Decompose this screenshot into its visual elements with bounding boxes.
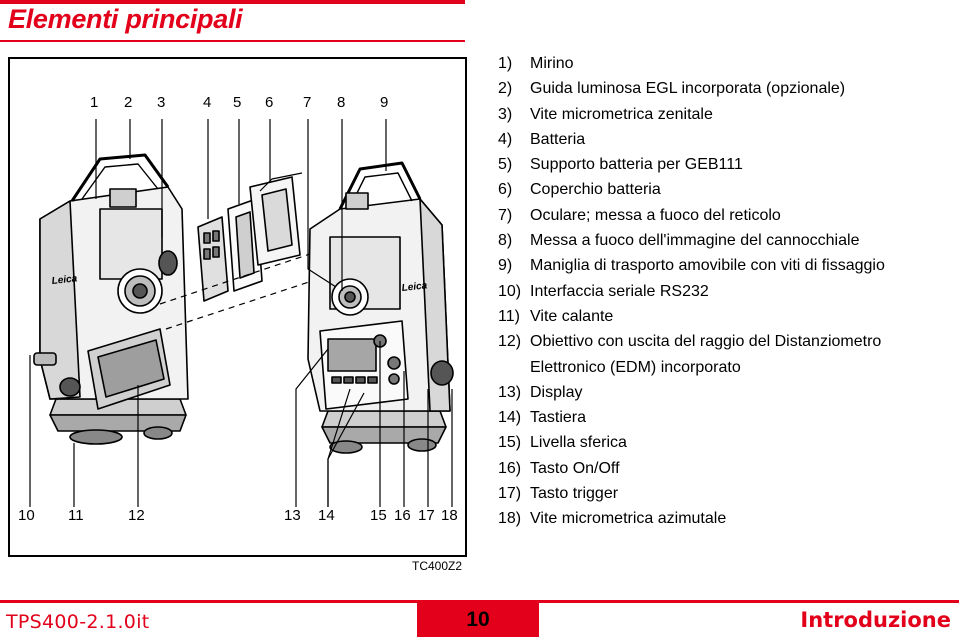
legend-item [498, 228, 953, 253]
battery-exploded-view [198, 173, 302, 301]
legend-number: 1) [498, 55, 513, 72]
legend-item [498, 380, 953, 405]
legend-number: 4) [498, 130, 513, 148]
legend-item [498, 304, 953, 329]
legend-text: Batteria [530, 130, 586, 148]
legend-item [498, 102, 953, 127]
legend-text: Maniglia di trasporto amovibile con viti di fissaggio [530, 257, 885, 275]
legend-text: Livella sferica [530, 434, 627, 452]
legend-item [498, 456, 953, 481]
parts-legend [498, 51, 953, 532]
legend-item [498, 430, 953, 455]
callout-5: 5 [233, 94, 242, 111]
callout-13: 13 [284, 507, 301, 524]
legend-item [498, 51, 953, 76]
legend-item [498, 405, 953, 430]
document-code: TPS400-2.1.0it [6, 611, 150, 633]
brand-mark-left: Leica [51, 273, 78, 287]
legend-number: 14) [498, 409, 522, 427]
callout-6: 6 [265, 94, 274, 111]
page-title: Elementi principali [8, 4, 243, 34]
callout-15: 15 [370, 507, 387, 524]
brand-mark-right: Leica [401, 280, 428, 294]
legend-text: Messa a fuoco dell'immagine del cannocchiale [530, 232, 860, 250]
legend-text: Coperchio batteria [530, 181, 661, 199]
legend-number: 16) [498, 459, 522, 477]
callout-9: 9 [380, 94, 389, 111]
callout-3: 3 [157, 94, 166, 111]
instrument-figure [8, 57, 467, 557]
legend-item [498, 76, 953, 101]
legend-number: 18) [498, 510, 522, 528]
section-name: Introduzione [800, 608, 951, 632]
legend-text: Oculare; messa a fuoco del reticolo [530, 206, 781, 224]
legend-item [498, 177, 953, 202]
callout-10: 10 [18, 507, 35, 524]
callout-17: 17 [418, 507, 435, 524]
legend-number: 9) [498, 257, 513, 275]
legend-number: 7) [498, 206, 513, 224]
legend-number: 11) [498, 307, 520, 325]
legend-item [498, 253, 953, 278]
callout-8: 8 [337, 94, 346, 111]
callout-16: 16 [394, 507, 411, 524]
legend-number: 13) [498, 383, 522, 401]
callout-1: 1 [90, 94, 99, 111]
legend-item [498, 481, 953, 506]
legend-number: 8) [498, 232, 513, 250]
legend-text: Obiettivo con uscita del raggio del Distanziometro Elettronico (EDM) incorporato [530, 333, 882, 376]
legend-item [498, 203, 953, 228]
callout-4: 4 [203, 94, 212, 111]
legend-text: Display [530, 383, 583, 401]
legend-text: Interfaccia seriale RS232 [530, 282, 709, 300]
legend-item [498, 279, 953, 304]
legend-number: 6) [498, 181, 513, 199]
legend-item [498, 152, 953, 177]
legend-item [498, 127, 953, 152]
legend-text: Mirino [530, 55, 574, 72]
callout-7: 7 [303, 94, 312, 111]
legend-text: Tasto On/Off [530, 459, 620, 477]
legend-text: Supporto batteria per GEB111 [530, 156, 743, 174]
legend-text: Vite calante [530, 307, 614, 325]
legend-text: Vite micrometrica azimutale [530, 510, 727, 528]
legend-number: 12) [498, 333, 522, 351]
legend-number: 15) [498, 434, 522, 452]
legend-text: Guida luminosa EGL incorporata (opzionale) [530, 80, 846, 98]
callout-12: 12 [128, 507, 145, 524]
total-station-drawing [10, 59, 469, 559]
legend-number: 5) [498, 156, 513, 174]
page-number: 10 [417, 603, 539, 637]
legend-number: 2) [498, 80, 513, 98]
header-rule-bottom [0, 40, 465, 42]
callout-14: 14 [318, 507, 335, 524]
legend-item [498, 506, 953, 531]
callout-18: 18 [441, 507, 458, 524]
instrument-front-view [34, 155, 188, 444]
legend-item [498, 329, 953, 380]
callout-11: 11 [68, 507, 84, 524]
callout-2: 2 [124, 94, 133, 111]
legend-number: 10) [498, 282, 522, 300]
legend-text: Vite micrometrica zenitale [530, 105, 713, 123]
figure-code: TC400Z2 [412, 559, 463, 573]
legend-number: 17) [498, 485, 522, 503]
legend-text: Tastiera [530, 409, 587, 427]
legend-number: 3) [498, 105, 513, 123]
legend-text: Tasto trigger [530, 485, 619, 503]
